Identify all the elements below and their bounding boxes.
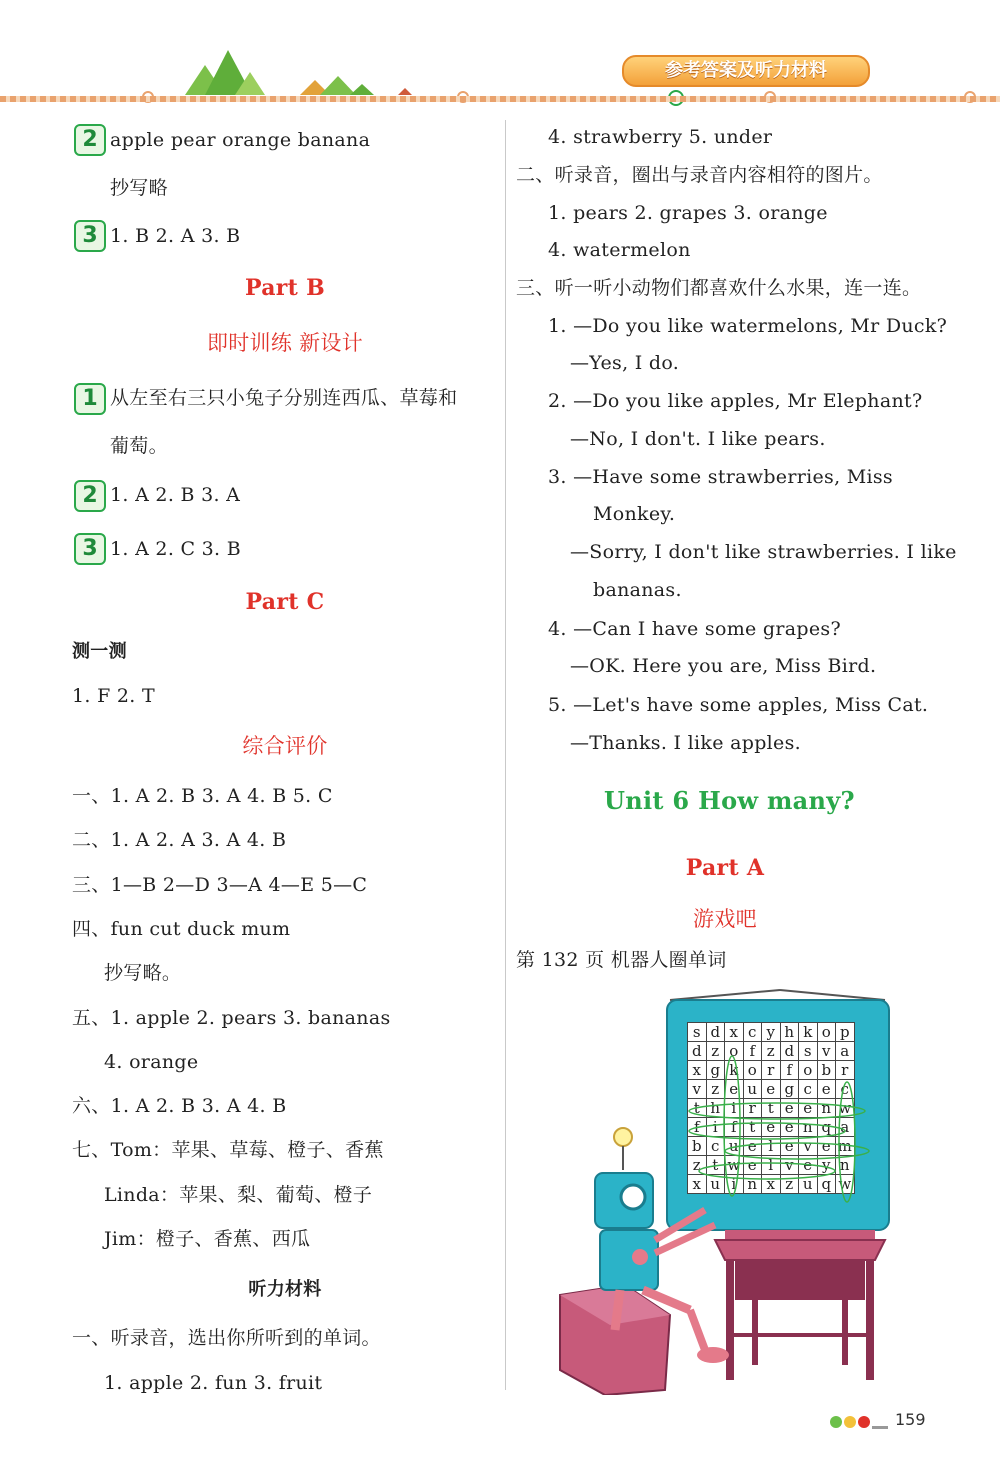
answer-line: 三、1—B 2—D 3—A 4—E 5—C [72,874,368,896]
answer-line: 从左至右三只小兔子分别连西瓜、草莓和 [110,387,458,409]
answer-line: 二、1. A 2. A 3. A 4. B [72,829,287,851]
grid-cell: f [780,1061,799,1080]
grid-cell: o [743,1061,762,1080]
grid-cell: v [780,1156,799,1175]
dialogue-line: —No, I don't. I like pears. [570,428,826,450]
grid-cell: e [780,1137,799,1156]
grid-cell: k [799,1023,818,1042]
grid-cell: p [836,1023,855,1042]
grid-cell: z [706,1080,725,1099]
grid-cell: e [780,1099,799,1118]
grid-cell: e [743,1137,762,1156]
answer-line: apple pear orange banana [110,129,371,151]
grid-cell: i [725,1175,744,1194]
part-c-heading: Part C [245,589,325,615]
grid-cell: t [706,1156,725,1175]
answer-line: 三、听一听小动物们都喜欢什么水果，连一连。 [516,277,922,299]
grid-row [688,1099,855,1118]
grid-cell: u [799,1175,818,1194]
grid-cell: z [706,1042,725,1061]
dialogue-line: 2. —Do you like apples, Mr Elephant? [548,390,923,412]
grid-cell: t [688,1099,707,1118]
grid-cell: r [762,1061,781,1080]
part-b-heading: Part B [244,275,325,301]
answer-line: 4. orange [104,1051,199,1073]
grid-cell: h [706,1099,725,1118]
answer-line: 1. A 2. B 3. A [110,484,241,506]
grid-cell: x [762,1175,781,1194]
test-label: 测一测 [72,641,127,662]
grid-cell: e [762,1118,781,1137]
grid-cell: e [762,1080,781,1099]
grid-cell: n [743,1175,762,1194]
grid-row [688,1175,855,1194]
part-b-subheading: 即时训练 新设计 [206,331,364,355]
grid-cell: f [725,1118,744,1137]
grid-cell: a [836,1042,855,1061]
grid-cell: i [725,1099,744,1118]
grid-row [688,1042,855,1061]
grid-cell: x [688,1061,707,1080]
game-heading: 游戏吧 [693,907,757,931]
grid-cell: u [706,1175,725,1194]
answer-line: 4. strawberry 5. under [548,126,773,148]
grid-cell: z [762,1042,781,1061]
grid-cell: o [799,1061,818,1080]
answer-line: 六、1. A 2. B 3. A 4. B [72,1095,287,1117]
grid-cell: n [799,1118,818,1137]
number-3-icon: 3 [74,220,106,252]
dialogue-line: 3. —Have some strawberries, Miss [548,466,893,488]
grid-cell: e [780,1118,799,1137]
grid-cell: q [817,1175,836,1194]
dialogue-line: 1. —Do you like watermelons, Mr Duck? [548,315,948,337]
answer-line: 一、听录音，选出你所听到的单词。 [72,1327,381,1349]
answer-line: Jim：橙子、香蕉、西瓜 [104,1228,311,1250]
grid-cell: w [725,1156,744,1175]
grid-cell: t [743,1118,762,1137]
grid-cell: q [817,1118,836,1137]
answer-line: 1. B 2. A 3. B [110,225,241,247]
dialogue-line: 5. —Let's have some apples, Miss Cat. [548,694,929,716]
answer-line: 抄写略。 [104,962,182,984]
grid-cell: g [780,1080,799,1099]
grid-cell: s [688,1023,707,1042]
grid-cell: l [762,1156,781,1175]
grid-cell: r [836,1061,855,1080]
grid-cell: f [688,1118,707,1137]
grid-cell: e [743,1156,762,1175]
grid-cell: e [817,1137,836,1156]
dialogue-line: —OK. Here you are, Miss Bird. [570,655,877,677]
grid-cell: e [725,1080,744,1099]
grid-row [688,1080,855,1099]
grid-cell: c [743,1023,762,1042]
grid-cell: v [688,1080,707,1099]
grid-cell: l [762,1137,781,1156]
grid-cell: m [836,1137,855,1156]
grid-cell: g [706,1061,725,1080]
grid-cell: x [725,1023,744,1042]
number-2-icon: 2 [74,124,106,156]
grid-cell: s [799,1042,818,1061]
listening-heading: 听力材料 [248,1279,322,1300]
grid-cell: o [817,1023,836,1042]
page-reference: 第 132 页 机器人圈单词 [516,949,727,971]
grid-cell: k [725,1061,744,1080]
answer-line: 二、听录音，圈出与录音内容相符的图片。 [516,164,883,186]
grid-cell: h [780,1023,799,1042]
number-1-icon: 1 [74,383,106,415]
answer-line: 一、1. A 2. B 3. A 4. B 5. C [72,785,333,807]
answer-line: 五、1. apple 2. pears 3. bananas [72,1007,391,1029]
word-search-table [687,1022,855,1194]
grid-cell: e [799,1156,818,1175]
grid-row [688,1061,855,1080]
grid-cell: o [725,1042,744,1061]
number-2-icon: 2 [74,480,106,512]
unit-title: Unit 6 How many? [604,786,855,815]
page-number: 159 [895,1410,926,1429]
grid-cell: v [817,1042,836,1061]
header-band [0,96,1000,102]
grid-cell: z [780,1175,799,1194]
grid-cell: v [799,1137,818,1156]
grid-row [688,1156,855,1175]
grid-cell: n [836,1156,855,1175]
grid-row [688,1137,855,1156]
answer-line: 七、Tom：苹果、草莓、橙子、香蕉 [72,1139,384,1161]
grid-cell: z [688,1156,707,1175]
grid-cell: n [817,1099,836,1118]
answer-line: 1. pears 2. grapes 3. orange [548,202,828,224]
grid-cell: w [836,1099,855,1118]
grid-cell: u [725,1137,744,1156]
grid-cell: x [688,1175,707,1194]
dialogue-line: Monkey. [593,503,676,525]
answer-line: 四、fun cut duck mum [72,918,291,940]
dialogue-line: —Thanks. I like apples. [570,732,801,754]
grid-cell: d [780,1042,799,1061]
grid-cell: e [799,1099,818,1118]
answer-line: 1. F 2. T [72,685,155,707]
grid-cell: c [836,1080,855,1099]
word-search-grid [687,1022,855,1194]
grid-cell: f [743,1042,762,1061]
part-a-heading: Part A [685,855,765,881]
grid-cell: i [706,1118,725,1137]
grid-cell: w [836,1175,855,1194]
answer-line: 抄写略 [110,177,168,199]
grid-cell: d [706,1023,725,1042]
answer-line: 1. apple 2. fun 3. fruit [104,1372,323,1394]
section-badge: 参考答案及听力材料 [622,55,870,87]
number-3-icon: 3 [74,533,106,565]
grid-cell: t [762,1099,781,1118]
grid-row [688,1118,855,1137]
dialogue-line: —Sorry, I don't like strawberries. I like [570,541,957,563]
answer-line: 4. watermelon [548,239,691,261]
grid-cell: e [817,1080,836,1099]
grid-cell: b [688,1137,707,1156]
column-divider [505,120,506,1390]
answer-line: 葡萄。 [110,435,168,457]
dialogue-line: bananas. [593,579,682,601]
dialogue-line: 4. —Can I have some grapes? [548,618,841,640]
grid-cell: r [743,1099,762,1118]
dialogue-line: —Yes, I do. [570,352,680,374]
grid-cell: b [817,1061,836,1080]
grid-cell: a [836,1118,855,1137]
grid-cell: u [743,1080,762,1099]
footer-decoration-icon [828,1412,890,1430]
grid-cell: d [688,1042,707,1061]
grid-cell: c [706,1137,725,1156]
grid-cell: c [799,1080,818,1099]
grid-cell: y [762,1023,781,1042]
evaluation-heading: 综合评价 [242,734,328,758]
answer-line: 1. A 2. C 3. B [110,538,242,560]
grid-cell: y [817,1156,836,1175]
answer-line: Linda：苹果、梨、葡萄、橙子 [104,1184,373,1206]
grid-row [688,1023,855,1042]
